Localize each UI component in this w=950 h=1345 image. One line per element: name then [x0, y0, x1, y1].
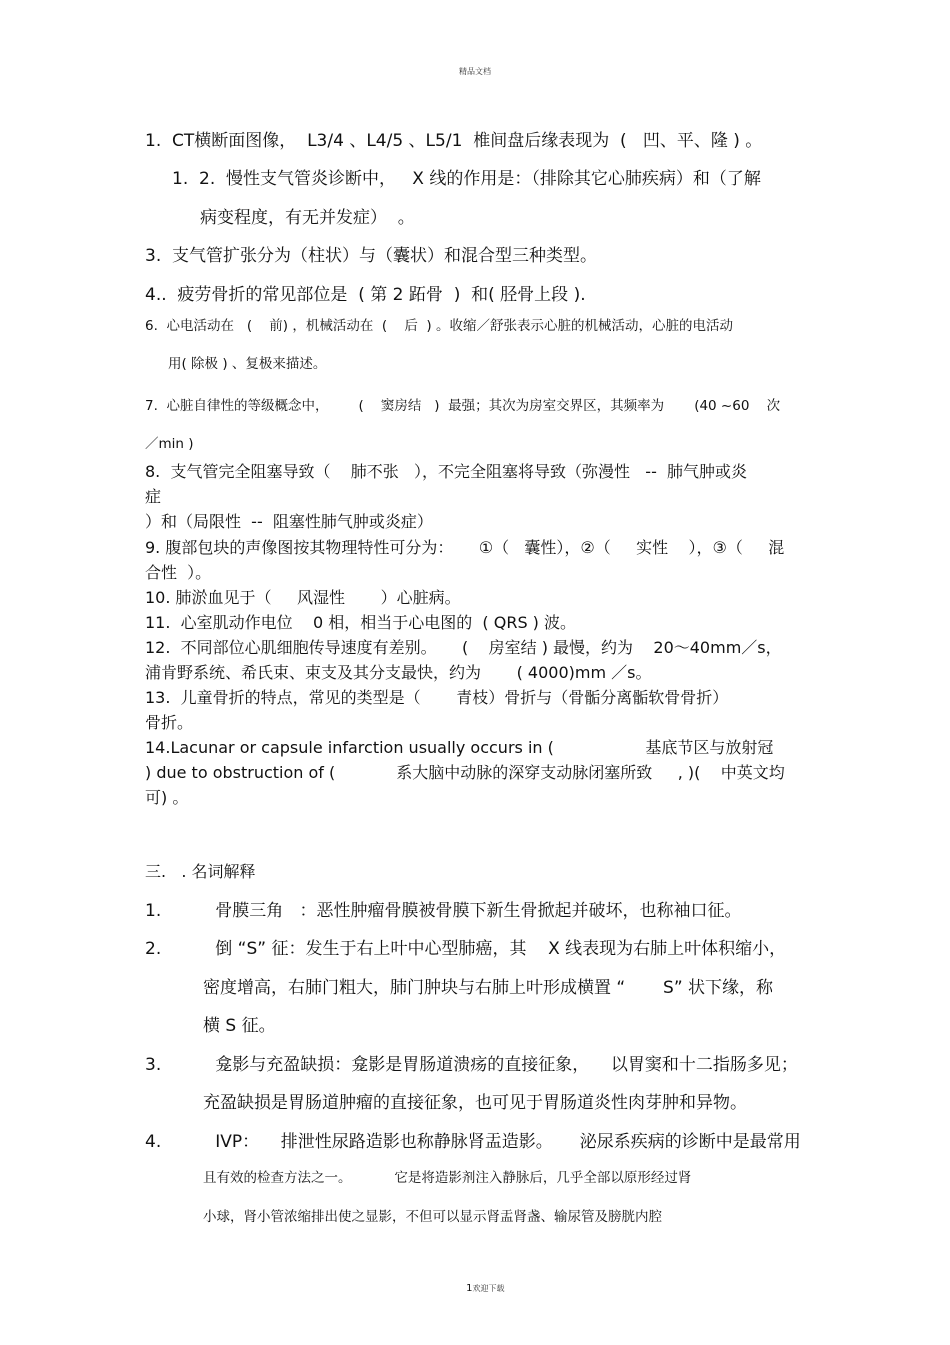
- item-12-cont: 浦肯野系统、希氏束、束支及其分支最快，约为 ( 4000)mm ／s。: [145, 663, 652, 682]
- item-7: 7. 心脏自律性的等级概念中， ( 窦房结 ) 最强；其次为房室交界区，其频率为 (40 ~60 次: [145, 398, 781, 414]
- item-13-cont: 骨折。: [145, 713, 194, 732]
- item-3: 3. 支气管扩张分为（柱状）与（囊状）和混合型三种类型。: [145, 246, 598, 266]
- item-12: 12. 不同部位心肌细胞传导速度有差别。 ( 房室结 ) 最慢，约为 20～40mm／s，: [145, 638, 782, 657]
- item-1: 1. CT横断面图像， L3/4 、L4/5 、L5/1 椎间盘后缘表现为 ( 凹、平、隆 ) 。: [145, 131, 763, 151]
- item-7-cont: ／min ): [145, 436, 194, 452]
- item-8-cont-1: 症: [145, 487, 162, 506]
- term-3: 3. 龛影与充盈缺损：龛影是胃肠道溃疡的直接征象， 以胃窦和十二指肠多见；: [145, 1055, 798, 1075]
- term-2: 2. 倒 “S” 征：发生于右上叶中心型肺癌，其 X 线表现为右肺上叶体积缩小，: [145, 939, 787, 959]
- item-8: 8. 支气管完全阻塞导致（ 肺不张 ），不完全阻塞将导致（弥漫性 -- 肺气肿或炎: [145, 462, 748, 481]
- item-8-cont-2: ）和（局限性 -- 阻塞性肺气肿或炎症）: [145, 512, 433, 531]
- item-10: 10. 肺淤血见于（ 风湿性 ）心脏病。: [145, 588, 461, 607]
- item-14: 14.Lacunar or capsule infarction usually occurs in ( 基底节区与放射冠: [145, 738, 774, 757]
- item-14-cont-2: 可) 。: [145, 788, 189, 807]
- page-number: 1: [466, 1283, 473, 1294]
- header-watermark: 精品文档: [459, 67, 491, 76]
- item-4: 4.. 疲劳骨折的常见部位是 ( 第 2 跖骨 ) 和( 胫骨上段 ).: [145, 285, 586, 305]
- page-footer: [456, 1262, 505, 1294]
- item-6-cont: 用( 除极 ) 、复极来描述。: [168, 356, 327, 372]
- section-title: 三. . 名词解释: [145, 862, 256, 881]
- term-4-cont-2: 小球，肾小管浓缩排出使之显影，不但可以显示肾盂肾盏、输尿管及膀胱内腔: [203, 1209, 662, 1225]
- term-2-cont-1: 密度增高，右肺门粗大，肺门肿块与右肺上叶形成横置 “ S” 状下缘，称: [203, 978, 774, 998]
- term-3-cont: 充盈缺损是胃肠道肿瘤的直接征象，也可见于胃肠道炎性肉芽肿和异物。: [203, 1093, 747, 1113]
- item-11: 11. 心室肌动作电位 0 相，相当于心电图的 ( QRS ) 波。: [145, 613, 577, 632]
- item-9-cont: 合性 ）。: [145, 563, 212, 582]
- term-1: 1. 骨膜三角 ：恶性肿瘤骨膜被骨膜下新生骨掀起并破坏，也称袖口征。: [145, 901, 742, 921]
- term-4: 4. IVP： 排泄性尿路造影也称静脉肾盂造影。 泌尿系疾病的诊断中是最常用: [145, 1132, 801, 1152]
- item-6: 6. 心电活动在 ( 前) ，机械活动在 ( 后 ) 。收缩／舒张表示心脏的机械活动，心脏的电活动: [145, 318, 733, 334]
- term-4-cont-1: 且有效的检查方法之一。 它是将造影剂注入静脉后，几乎全部以原形经过肾: [203, 1170, 692, 1186]
- item-2-cont: 病变程度，有无并发症） 。: [200, 208, 415, 228]
- footer-watermark: 欢迎下载: [472, 1284, 505, 1293]
- item-9: 9. 腹部包块的声像图按其物理特性可分为： ①（ 囊性），②（ 实性 ），③（ 混: [145, 538, 785, 557]
- term-2-cont-2: 横 S 征。: [203, 1016, 276, 1036]
- item-13: 13. 儿童骨折的特点，常见的类型是（ 青枝）骨折与（骨骺分离骺软骨骨折）: [145, 688, 729, 707]
- item-14-cont-1: ) due to obstruction of ( 系大脑中动脉的深穿支动脉闭塞所致 , )( 中英文均: [145, 763, 785, 782]
- item-2: 1. 2. 慢性支气管炎诊断中， X 线的作用是：（排除其它心肺疾病）和（了解: [172, 169, 761, 189]
